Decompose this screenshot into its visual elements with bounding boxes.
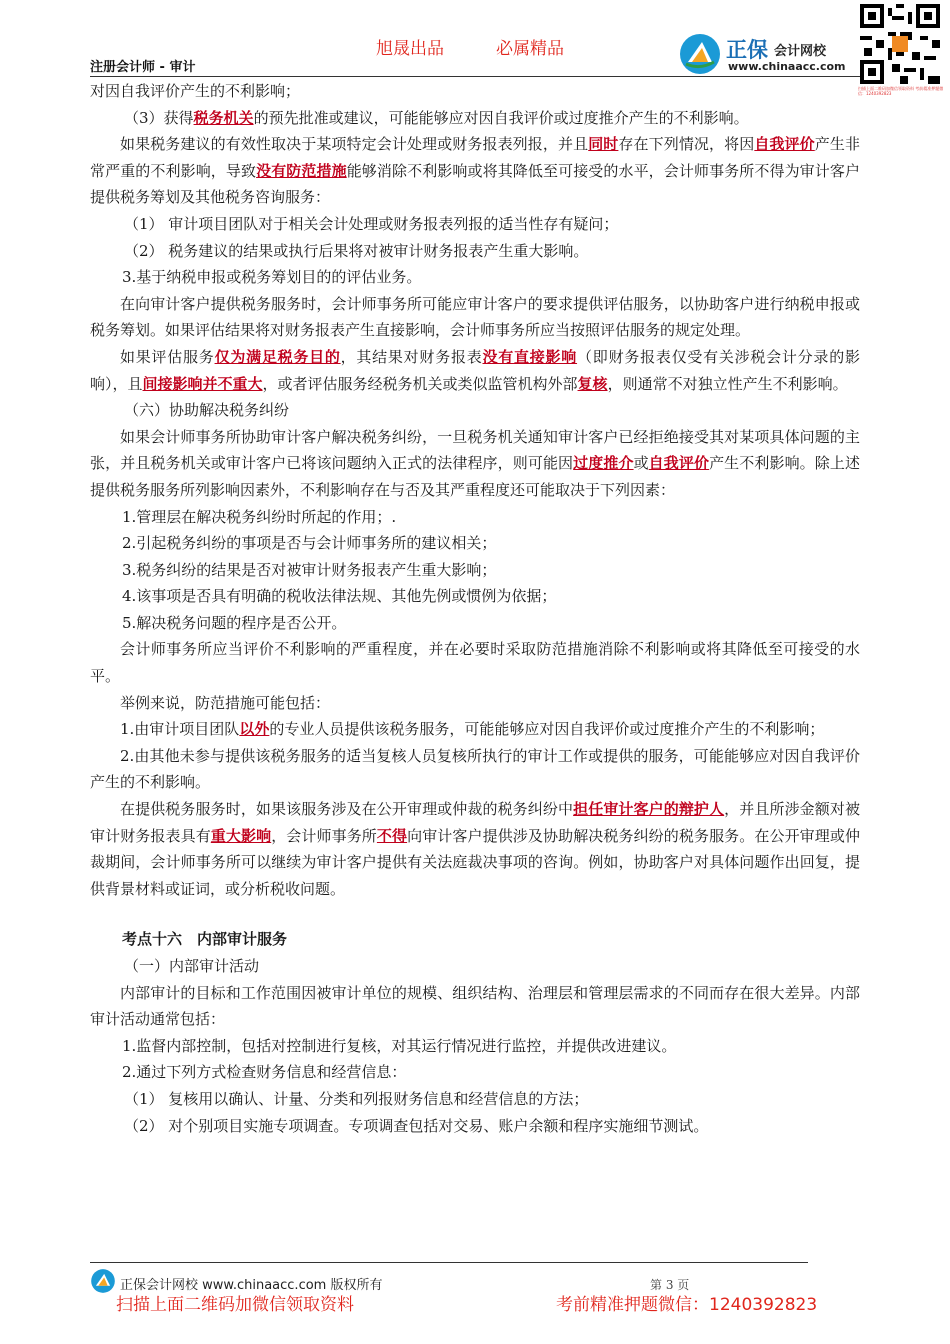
text-run: （即财务报表仅受有关涉税会计分录的影响），且 xyxy=(90,347,860,393)
text-run: 内部审计的目标和工作范围因被审计单位的规模、组织结构、治理层和管理层需求的不同而存在很大差异。内部审计活动通常包括： xyxy=(90,983,860,1029)
text-run: ，则通常不对独立性产生不利影响。 xyxy=(607,374,848,393)
footer-logo-icon xyxy=(90,1268,116,1294)
text-run: 4.该事项是否具有明确的税收法律法规、其他先例或惯例为依据； xyxy=(122,587,557,606)
paragraph xyxy=(90,716,860,743)
text-run: 2.由其他未参与提供该税务服务的适当复核人员复核所执行的审计工作或提供的服务，可能能够应对因自我评价产生的不利影响。 xyxy=(90,746,860,792)
text-run: ，并且所涉金额对被审计财务报表具有 xyxy=(90,800,860,845)
paragraph xyxy=(90,926,860,953)
text-run: 3.基于纳税申报或税务筹划目的的评估业务。 xyxy=(122,268,422,287)
paragraph xyxy=(90,690,860,717)
text-run: （3）获得 xyxy=(124,108,194,127)
highlighted-term: 担任审计客户的辩护人 xyxy=(573,800,725,819)
text-run: ，或者评估服务经税务机关或类似监管机构外部 xyxy=(262,374,578,393)
highlighted-term: 重大影响 xyxy=(210,826,272,845)
text-run: 产生不利影响。除上述提供税务服务所列影响因素外，不利影响存在与否及其严重程度还可能取决于下列因素： xyxy=(90,454,860,499)
highlighted-term: 过度推介 xyxy=(573,454,634,473)
highlighted-term: 自我评价 xyxy=(648,454,710,473)
paragraph xyxy=(90,557,860,584)
highlighted-term: 同时 xyxy=(588,135,619,154)
paragraph xyxy=(90,610,860,637)
text-run: 能够消除不利影响或将其降低至可接受的水平，会计师事务所不得为审计客户提供税务筹划及其他税务咨询服务： xyxy=(90,161,860,207)
paragraph xyxy=(90,131,860,211)
highlighted-term: 自我评价 xyxy=(754,135,815,154)
text-run: 考点十六 内部审计服务 xyxy=(122,930,288,949)
text-run: 在提供税务服务时，如果该服务涉及在公开审理或仲裁的税务纠纷中 xyxy=(120,800,574,819)
highlighted-term: 以外 xyxy=(239,720,270,739)
text-run: 1.由审计项目团队 xyxy=(120,720,240,739)
paragraph xyxy=(90,291,860,344)
highlighted-term: 间接影响并不重大 xyxy=(142,374,263,393)
highlighted-term: 没有防范措施 xyxy=(256,161,347,180)
text-run: 3.税务纠纷的结果是否对被审计财务报表产生重大影响； xyxy=(122,560,497,579)
text-run: 产生非常严重的不利影响，导致 xyxy=(90,135,860,180)
paragraph xyxy=(90,397,860,424)
text-run: ，会计师事务所 xyxy=(271,826,377,845)
text-run: （六）协助解决税务纠纷 xyxy=(124,401,290,420)
paragraph xyxy=(90,344,860,397)
text-run: 会计师事务所应当评价不利影响的严重程度，并在必要时采取防范措施消除不利影响或将其降低至可接受的水平。 xyxy=(90,640,860,686)
footer-copyright: 正保会计网校 www.chinaacc.com 版权所有 xyxy=(120,1278,383,1293)
footer-promo-right: 考前精准押题微信：1240392823 xyxy=(556,1295,818,1315)
text-run: （1） 审计项目团队对于相关会计处理或财务报表列报的适当性存有疑问； xyxy=(124,214,619,233)
paragraph xyxy=(90,78,860,105)
page-number: 第 3 页 xyxy=(650,1278,690,1292)
highlighted-term: 仅为满足税务目的 xyxy=(214,347,341,366)
text-run: 1.管理层在解决税务纠纷时所起的作用；. xyxy=(122,507,397,526)
document-body xyxy=(90,78,860,1139)
highlighted-term: 复核 xyxy=(577,374,608,393)
highlighted-term: 不得 xyxy=(376,826,408,845)
logo-emblem-icon xyxy=(678,32,722,76)
promo-left: 旭晟出品 xyxy=(376,39,444,59)
text-run: ，其结果对财务报表 xyxy=(340,347,483,366)
text-run: 向审计客户提供涉及协助解决税务纠纷的税务服务。在公开审理或仲裁期间，会计师事务所可以继续为审计客户提供有关法庭裁决事项的咨询。例如，协助客户对具体问题作出回复，提供背景材料或证词，或分析税收问题。 xyxy=(90,826,860,898)
chinaacc-logo xyxy=(678,32,853,76)
paragraph xyxy=(90,530,860,557)
text-run: 如果会计师事务所协助审计客户解决税务纠纷，一旦税务机关通知审计客户已经拒绝接受其对某项具体问题的主张，并且税务机关或审计客户已将该问题纳入正式的法律程序，则可能因 xyxy=(90,427,860,473)
text-run: 如果评估服务 xyxy=(120,347,215,366)
paragraph xyxy=(90,743,860,796)
qr-code xyxy=(860,4,940,84)
paragraph xyxy=(90,264,860,291)
text-run: 举例来说，防范措施可能包括： xyxy=(120,693,331,712)
logo-url: www.chinaacc.com xyxy=(728,60,846,73)
paragraph xyxy=(90,796,860,902)
text-run: （1） 复核用以确认、计量、分类和列报财务信息和经营信息的方法； xyxy=(124,1089,589,1108)
text-run: 如果税务建议的有效性取决于某项特定会计处理或财务报表列报，并且 xyxy=(120,135,589,154)
paragraph xyxy=(90,1033,860,1060)
paragraph xyxy=(90,105,860,132)
text-run: （2） 对个别项目实施专项调查。专项调查包括对交易、账户余额和程序实施细节测试。 xyxy=(124,1116,709,1135)
paragraph xyxy=(90,636,860,689)
text-run: 5.解决税务问题的程序是否公开。 xyxy=(122,613,347,632)
qr-note: 扫描上面二维码加微信领取资料 考前精准押题微信：1240392823 xyxy=(858,86,944,96)
text-run: 的专业人员提供该税务服务，可能能够应对因自我评价或过度推介产生的不利影响； xyxy=(269,720,825,739)
promo-right: 必属精品 xyxy=(496,39,564,59)
paragraph xyxy=(90,504,860,531)
doc-title: 注册会计师 - 审计 xyxy=(90,60,196,75)
text-run: 或 xyxy=(633,454,649,473)
highlighted-term: 税务机关 xyxy=(193,108,254,127)
paragraph xyxy=(90,980,860,1033)
header-divider xyxy=(90,76,860,77)
text-run: 在向审计客户提供税务服务时，会计师事务所可能应审计客户的要求提供评估服务，以协助客户进行纳税申报或税务筹划。如果评估结果将对财务报表产生直接影响，会计师事务所应当按照评估服务的规定处理。 xyxy=(90,294,860,340)
footer-promo-left: 扫描上面二维码加微信领取资料 xyxy=(116,1295,354,1315)
text-run: （2） 税务建议的结果或执行后果将对被审计财务报表产生重大影响。 xyxy=(124,241,589,260)
paragraph xyxy=(90,424,860,504)
paragraph xyxy=(90,1113,860,1140)
paragraph xyxy=(90,1086,860,1113)
text-run: 1.监督内部控制，包括对控制进行复核，对其运行情况进行监控，并提供改进建议。 xyxy=(122,1036,677,1055)
paragraph xyxy=(90,211,860,238)
paragraph xyxy=(90,1059,860,1086)
text-run: 的预先批准或建议，可能能够应对因自我评价或过度推介产生的不利影响。 xyxy=(253,108,749,127)
text-run: 2.引起税务纠纷的事项是否与会计师事务所的建议相关； xyxy=(122,534,497,553)
text-run: （一）内部审计活动 xyxy=(124,957,260,975)
paragraph xyxy=(90,953,860,980)
text-run: 存在下列情况，将因 xyxy=(618,135,755,154)
text-run: 对因自我评价产生的不利影响； xyxy=(90,82,301,100)
text-run: 2.通过下列方式检查财务信息和经营信息： xyxy=(122,1063,407,1082)
paragraph xyxy=(90,238,860,265)
logo-name: 正保 xyxy=(726,38,768,62)
paragraph xyxy=(90,583,860,610)
footer-divider xyxy=(90,1262,808,1263)
highlighted-term: 没有直接影响 xyxy=(482,347,578,366)
logo-sub: 会计网校 xyxy=(774,44,827,59)
